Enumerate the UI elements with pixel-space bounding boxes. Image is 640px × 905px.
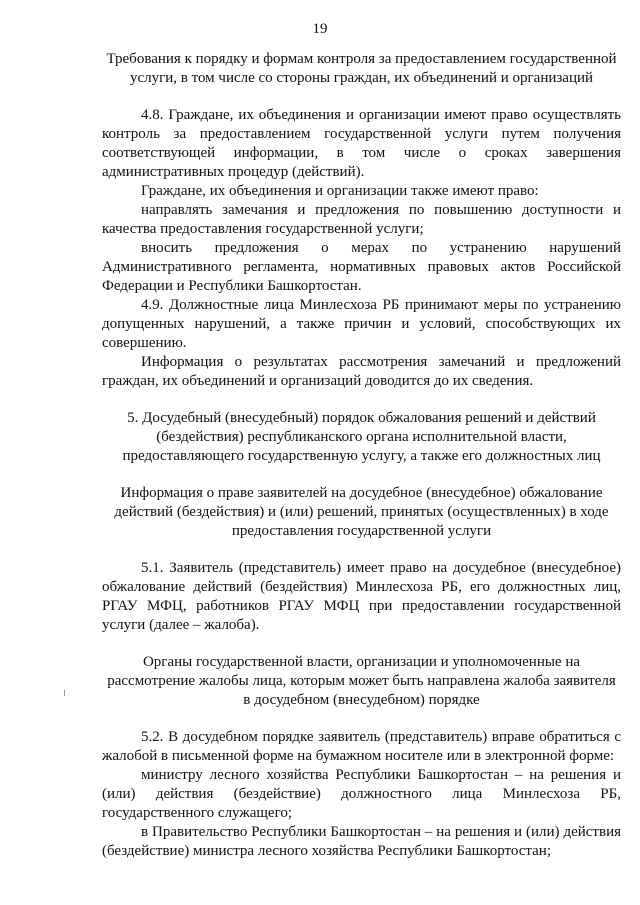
para-to-government: в Правительство Республики Башкортостан – на решения и (или) действия (бездействие) министра лесного хозяйства Республики Башкортостан; xyxy=(102,824,621,859)
para-4-8: 4.8. Граждане, их объединения и организации имеют право осуществлять контроль за предоставлением государственной услуги путем получения соответствующей информации, в том числе о сроках завершения административных процедур (действий). xyxy=(102,107,621,180)
scan-edge-mark xyxy=(64,690,65,696)
para-results-info: Информация о результатах рассмотрения замечаний и предложений граждан, их объединений и организаций доводится до их сведения. xyxy=(102,354,621,389)
para-4-9: 4.9. Должностные лица Минлесхоза РБ принимают меры по устранению допущенных нарушений, а также причин и условий, способствующих их совершению. xyxy=(102,297,621,351)
page-number: 19 xyxy=(312,21,328,37)
heading-competent-bodies: Органы государственной власти, организации и уполномоченные на рассмотрение жалобы лица, которым может быть направлена жалоба заявителя в досудебном (внесудебном) порядке xyxy=(107,654,616,708)
para-5-1: 5.1. Заявитель (представитель) имеет право на досудебное (внесудебное) обжалование действий (бездействия) Минлесхоза РБ, его должностных лиц, РГАУ МФЦ, работников РГАУ МФЦ при предоставлении государственной услуги (далее – жалоба). xyxy=(102,560,621,633)
para-5-2: 5.2. В досудебном порядке заявитель (представитель) вправе обратиться с жалобой в письменной форме на бумажном носителе или в электронной форме: xyxy=(102,729,621,764)
para-send-remarks: направлять замечания и предложения по повышению доступности и качества предоставления государственной услуги; xyxy=(102,202,621,237)
para-make-proposals: вносить предложения о мерах по устранению нарушений Административного регламента, нормативных правовых актов Российской Федерации и Республики Башкортостан. xyxy=(102,240,621,294)
heading-section-5: 5. Досудебный (внесудебный) порядок обжалования решений и действий (бездействия) республиканского органа исполнительной власти, предоставляющего государственную услугу, а также его должностных лиц xyxy=(122,410,601,464)
document-body xyxy=(102,50,621,861)
para-to-minister: министру лесного хозяйства Республики Башкортостан – на решения и (или) действия (бездействие) должностного лица Минлесхоза РБ, государственного служащего; xyxy=(102,767,621,821)
para-citizens-rights: Граждане, их объединения и организации также имеют право: xyxy=(141,183,539,199)
heading-appeal-rights: Информация о праве заявителей на досудебное (внесудебное) обжалование действий (бездействия) и (или) решений, принятых (осуществленных) в ходе предоставления государственной услуги xyxy=(114,485,609,539)
heading-control-requirements: Требования к порядку и формам контроля за предоставлением государственной услуги, в том числе со стороны граждан, их объединений и организаций xyxy=(106,51,617,86)
